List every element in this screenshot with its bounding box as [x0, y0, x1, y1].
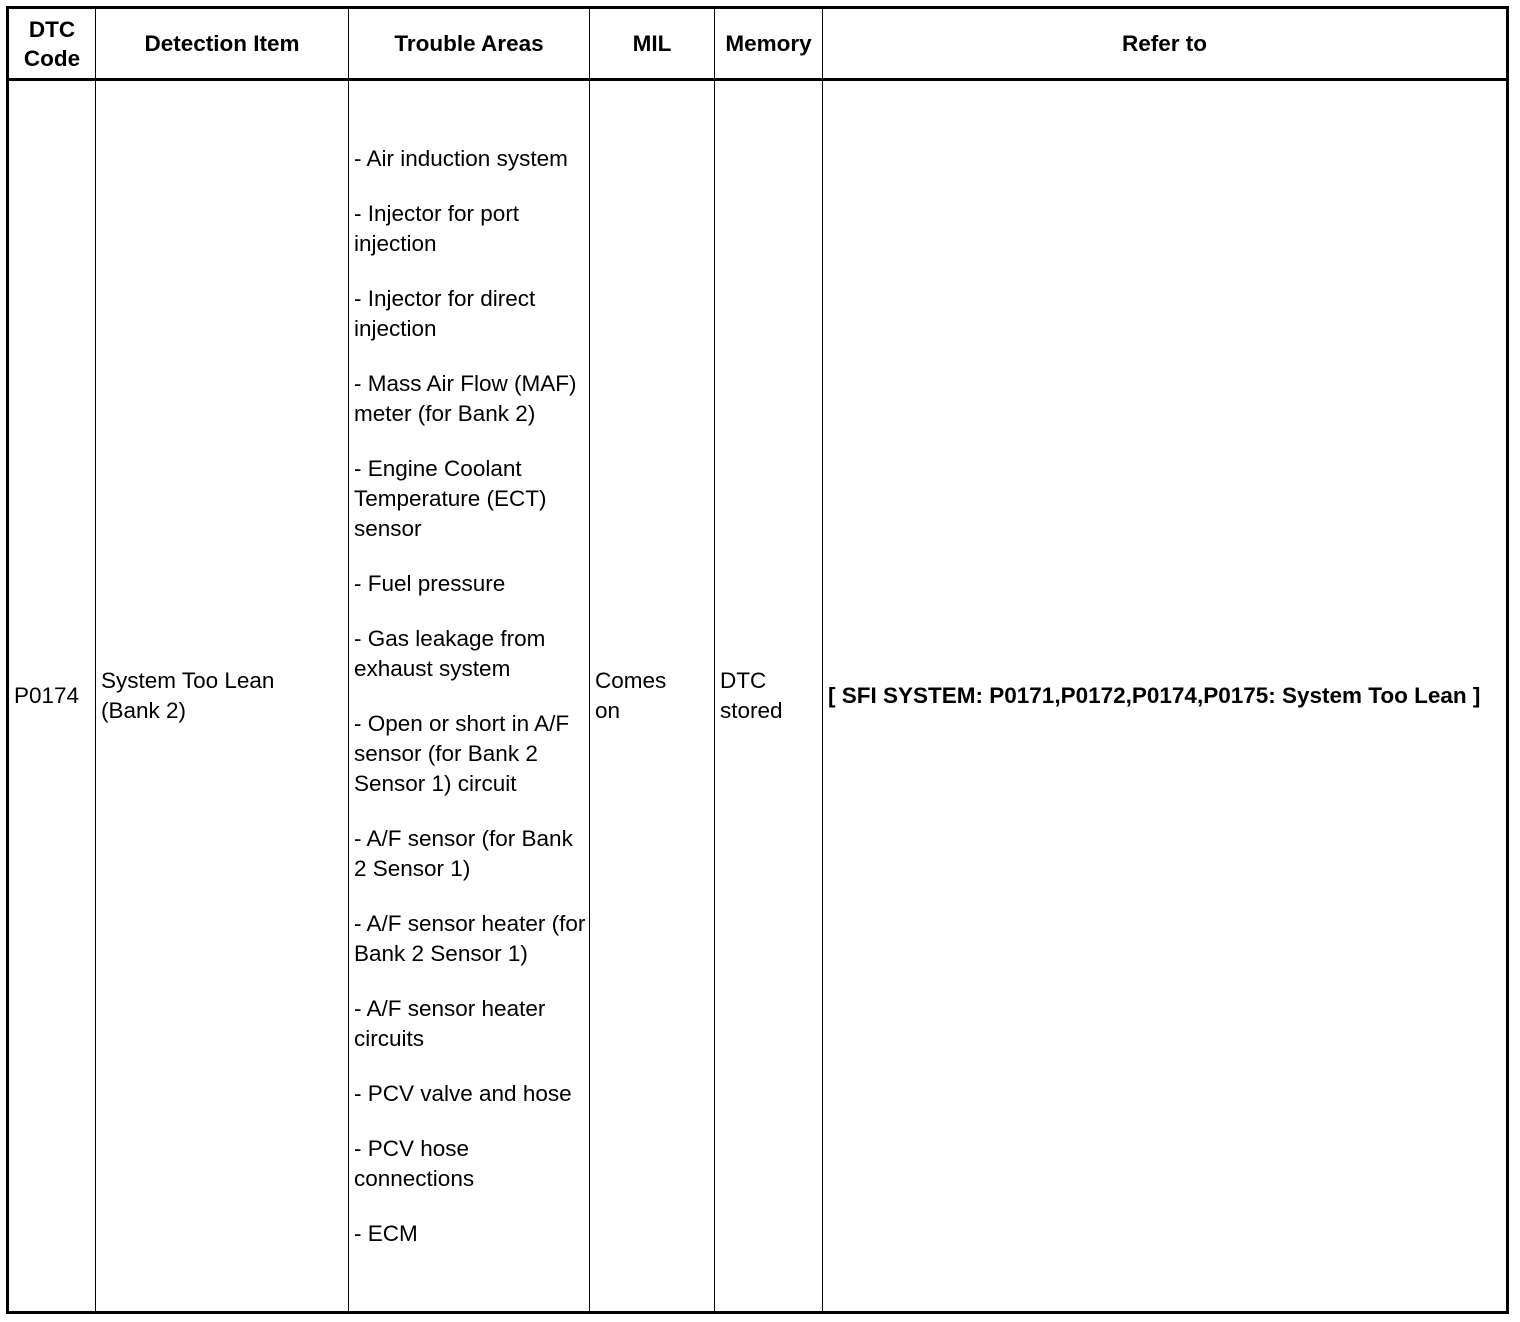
cell-mil: Comes on: [590, 80, 715, 1313]
cell-memory: DTC stored: [715, 80, 823, 1313]
refer-to-link[interactable]: [ SFI SYSTEM: P0171,P0172,P0174,P0175: System Too Lean ]: [828, 683, 1481, 708]
header-detection-item: Detection Item: [96, 8, 349, 80]
header-trouble-areas: Trouble Areas: [349, 8, 590, 80]
list-item: - A/F sensor heater circuits: [354, 995, 546, 1051]
header-memory: Memory: [715, 8, 823, 80]
list-item: - PCV valve and hose: [354, 1080, 572, 1106]
list-item: - Open or short in A/F sensor (for Bank 2 Sensor 1) circuit: [354, 710, 570, 796]
dtc-table: [6, 6, 1509, 1314]
list-item: - Mass Air Flow (MAF) meter (for Bank 2): [354, 370, 577, 426]
list-item: - Injector for port injection: [354, 200, 520, 256]
list-item: - Gas leakage from exhaust system: [354, 625, 546, 681]
list-item: - PCV hose connections: [354, 1135, 475, 1191]
list-item: - Fuel pressure: [354, 570, 506, 596]
table-header-row: [8, 8, 1508, 80]
list-item: - A/F sensor (for Bank 2 Sensor 1): [354, 825, 573, 881]
header-dtc-code: DTC Code: [8, 8, 96, 80]
cell-refer-to: [823, 80, 1508, 1313]
cell-detection-item: System Too Lean (Bank 2): [96, 80, 349, 1313]
list-item: - ECM: [354, 1220, 418, 1246]
header-refer-to: Refer to: [823, 8, 1508, 80]
cell-trouble-areas: [349, 80, 590, 1313]
list-item: - Air induction system: [354, 145, 568, 171]
list-item: - Injector for direct injection: [354, 285, 536, 341]
table-row: [8, 80, 1508, 1313]
header-mil: MIL: [590, 8, 715, 80]
list-item: - Engine Coolant Temperature (ECT) sensor: [354, 455, 547, 541]
list-item: - A/F sensor heater (for Bank 2 Sensor 1): [354, 910, 586, 966]
cell-dtc-code: P0174: [8, 80, 96, 1313]
